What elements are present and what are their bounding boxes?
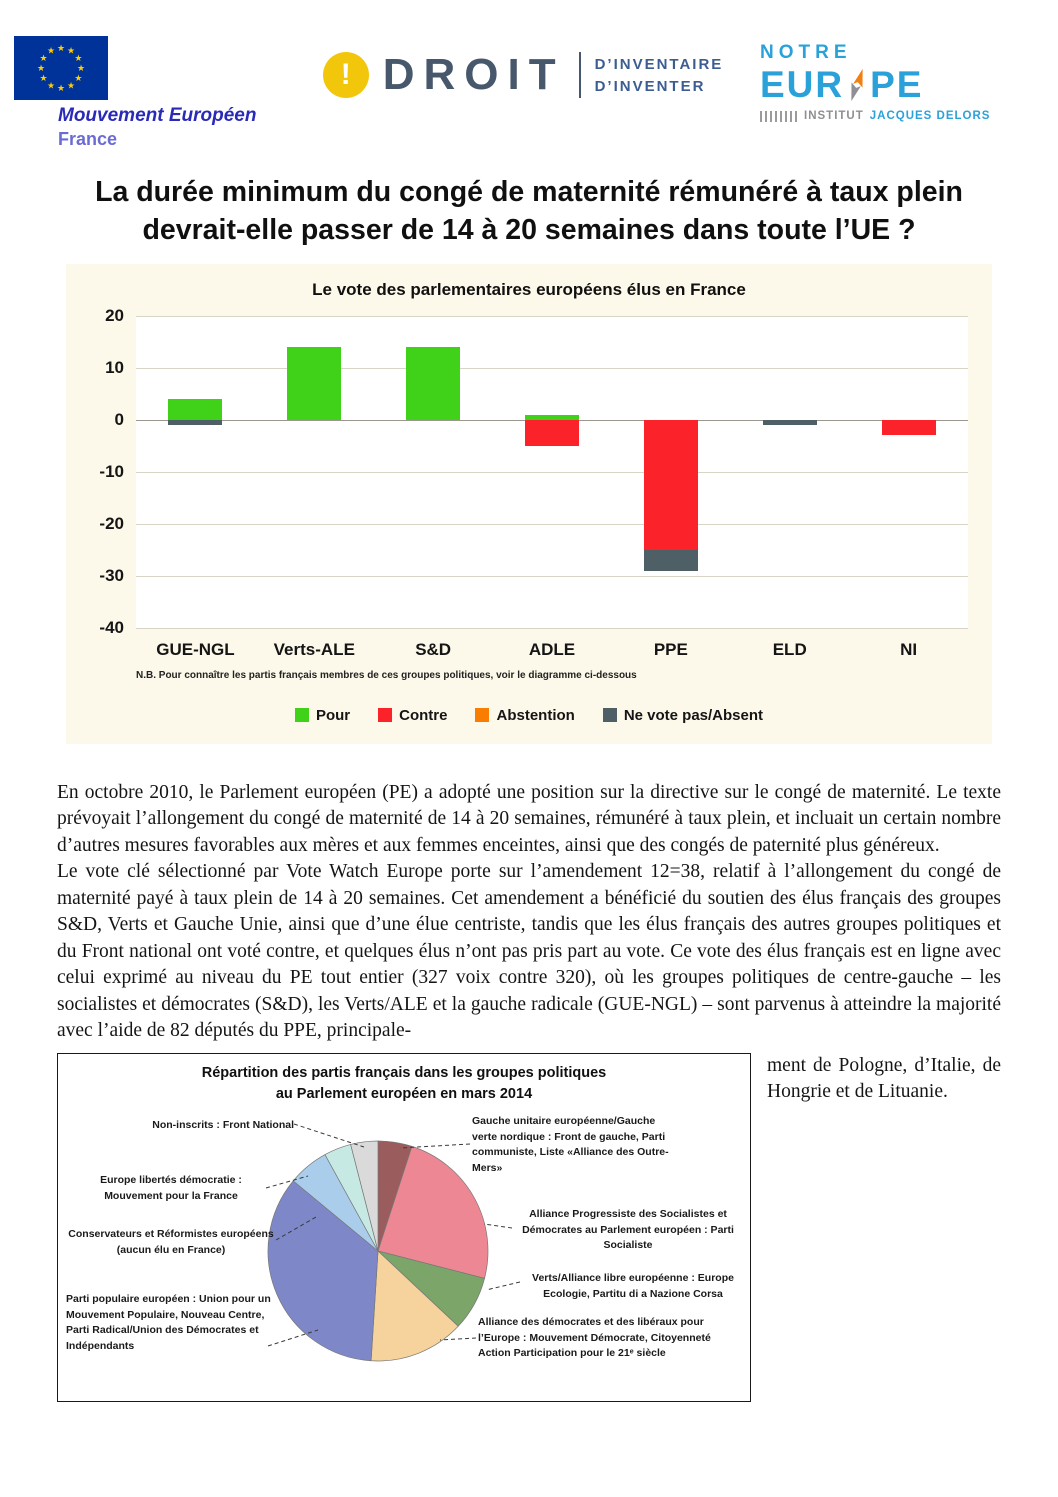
logo-droit-subtitle-line2: D’INVENTER (594, 77, 706, 95)
y-axis-tick: -10 (99, 461, 124, 481)
legend-swatch (603, 708, 617, 722)
bar-GUE-NGL-Pour (168, 399, 222, 420)
compass-icon (841, 64, 874, 105)
legend-swatch (295, 708, 309, 722)
bar-plot-area (136, 316, 968, 628)
y-axis-tick: -30 (99, 565, 124, 585)
x-axis-label-ADLE: ADLE (528, 639, 576, 659)
legend-label: Contre (399, 706, 448, 724)
pie-label-conservateurs-reformistes: Conservateurs et Réformistes européens (aucun élu en France) (68, 1227, 274, 1256)
gridline (136, 524, 968, 525)
pie-label-parti-populaire-europeen: Parti populaire européen : Union pour un Mouvement Populaire, Nouveau Centre, Parti Radical/Union des Démocrates et Indépendants (66, 1292, 271, 1353)
y-axis-tick: 20 (105, 305, 124, 325)
gridline (136, 368, 968, 369)
pie-label-alliance-democrates-liberaux: Alliance des démocrates et des libéraux pour l’Europe : Mouvement Démocrate, Citoyenneté Action Participation pour le 21ᵉ siècle (478, 1315, 711, 1360)
logo-mouvement-europeen-name: Mouvement Européen (58, 105, 257, 126)
y-axis-tick: 0 (114, 409, 124, 429)
svg-text:★: ★ (46, 80, 56, 91)
pie-section (57, 1053, 1001, 1402)
svg-text:★: ★ (46, 45, 56, 56)
svg-text:★: ★ (36, 63, 46, 73)
pie-chart (57, 1053, 751, 1402)
svg-text:★: ★ (56, 83, 66, 93)
legend-swatch (378, 708, 392, 722)
pie-label-non-inscrits: Non-inscrits : Front National (152, 1118, 294, 1131)
legend-item-Abstention (475, 707, 574, 724)
x-axis-label-Verts-ALE: Verts-ALE (273, 639, 355, 659)
legend-item-Pour (295, 707, 350, 724)
svg-text:★: ★ (66, 80, 76, 91)
header (0, 0, 1058, 150)
svg-text:★: ★ (74, 53, 83, 63)
svg-text:★: ★ (39, 73, 48, 83)
bar-ADLE-Contre (525, 420, 579, 446)
paragraph-2: Le vote clé sélectionné par Vote Watch Europe porte sur l’amendement 12=38, relatif à l’allongement du congé de maternité payé à taux plein de 14 à 20 semaines. Cet amendement a bénéficié du soutien des élus français des groupes S&D, Verts et Gauche Unie, ainsi que d’une élue centriste, tandis que les élus français des autres groupes politiques et du Front national ont voté contre, et quelques élus n’ont pas pris part au vote. Ce vote des élus français est en ligne avec celui exprimé au niveau du PE tout entier (327 voix contre 320), où les groupes politiques de centre-gauche – les socialistes et démocrates (S&D), les Verts/ALE et la gauche radicale (GUE-NGL) – sont parvenus à atteindre la majorité avec l’aide de 82 députés du PPE, principale- (57, 861, 1001, 1042)
y-axis-tick: -40 (99, 617, 124, 637)
y-axis-tick: -20 (99, 513, 124, 533)
legend-label: Abstention (496, 706, 575, 724)
logo-notre-word: NOTRE (760, 42, 852, 63)
paragraph-1: En octobre 2010, le Parlement européen (PE) a adopté une position sur la directive sur le congé de maternité. Le texte prévoyait l’allongement du congé de maternité de 14 à 20 semaines, rémunéré à taux plein, et incluait un certain nombre d’autres mesures favorables aux mères et aux femmes enceintes, ainsi que des congés de paternité plus généreux. (57, 781, 1001, 856)
exclamation-glyph: ! (340, 58, 351, 91)
bar-chart-area (90, 305, 968, 637)
logo-droit-inventaire (323, 52, 724, 98)
pie-label-gauche-unitaire: Gauche unitaire européenne/Gauche verte nordique : Front de gauche, Parti communiste, Liste «Alliance des Outre-Mers» (472, 1114, 669, 1175)
chart-legend (90, 707, 968, 724)
pie-chart-title (58, 1063, 750, 1105)
logo-notre-europe (760, 42, 1020, 122)
legend-item-Ne-vote-pas-Absent (603, 707, 763, 724)
bar-PPE-Ne-vote-pas-Absent (644, 550, 698, 571)
pie-label-verts-ale: Verts/Alliance libre européenne : Europe Ecologie, Partitu di a Nazione Corsa (532, 1271, 734, 1300)
svg-text:★: ★ (66, 45, 76, 56)
logo-jacques-delors-label: JACQUES DELORS (869, 110, 991, 122)
barcode-icon (760, 111, 798, 122)
pie-label-alliance-progressiste: Alliance Progressiste des Socialistes et Démocrates au Parlement européen : Parti Socialiste (522, 1207, 734, 1252)
bar-Verts-ALE-Pour (287, 347, 341, 420)
bar-NI-Contre (882, 420, 936, 436)
bar-S-D-Pour (406, 347, 460, 420)
legend-label: Ne vote pas/Absent (623, 706, 764, 724)
logo-institut-line (760, 110, 1020, 122)
svg-text:★: ★ (76, 63, 86, 73)
logo-europe-word-post: PE (870, 64, 924, 105)
legend-label: Pour (315, 706, 351, 724)
logo-droit-subtitle-line1: D’INVENTAIRE (594, 55, 724, 73)
bar-PPE-Contre (644, 420, 698, 550)
bar-GUE-NGL-Ne-vote-pas-Absent (168, 420, 222, 425)
y-axis (90, 305, 136, 637)
y-axis-tick: 10 (105, 357, 124, 377)
pie-chart-title-line2: au Parlement européen en mars 2014 (275, 1085, 533, 1102)
logo-europe-word (760, 66, 1020, 103)
paragraph-2-continuation: ment de Pologne, d’Italie, de Hongrie et de Lituanie. (767, 1054, 1001, 1103)
gridline (136, 576, 968, 577)
svg-text:★: ★ (56, 43, 66, 53)
page-title (40, 174, 1018, 250)
x-axis-label-S-D: S&D (415, 639, 452, 659)
pie-label-europe-libertes-democratie: Europe libertés démocratie : Mouvement pour la France (100, 1173, 242, 1202)
pie-chart-title-line1: Répartition des partis français dans les groupes politiques (201, 1064, 607, 1081)
bar-ELD-Ne-vote-pas-Absent (763, 420, 817, 425)
gridline (136, 628, 968, 629)
gridline (136, 472, 968, 473)
page-title-line2: devrait-elle passer de 14 à 20 semaines dans toute l’UE ? (142, 213, 916, 246)
divider (579, 52, 581, 98)
svg-text:★: ★ (39, 53, 48, 63)
exclamation-icon (323, 52, 369, 98)
legend-swatch (475, 708, 489, 722)
eu-flag-icon (14, 36, 108, 100)
page-title-line1: La durée minimum du congé de maternité rémunéré à taux plein (95, 176, 963, 208)
svg-text:★: ★ (74, 73, 83, 83)
legend-item-Contre (378, 707, 447, 724)
article-body (57, 780, 1001, 1402)
logo-europe-word-pre: EUR (760, 64, 845, 105)
chart-note: N.B. Pour connaître les partis français membres de ces groupes politiques, voir le diagramme ci-dessous (136, 669, 637, 681)
logo-mouvement-europeen (14, 36, 286, 150)
gridline (136, 316, 968, 317)
logo-droit-word: DROIT (382, 50, 565, 99)
x-axis-label-PPE: PPE (653, 639, 688, 659)
logo-institut-label: INSTITUT (804, 110, 864, 122)
bar-chart (66, 264, 992, 744)
logo-mouvement-europeen-country: France (58, 129, 118, 149)
x-axis-label-GUE-NGL: GUE-NGL (156, 639, 235, 659)
bar-chart-title: Le vote des parlementaires européens élus en France (312, 279, 746, 299)
x-axis-label-ELD: ELD (772, 639, 807, 659)
logo-droit-subtitle (595, 56, 724, 95)
x-axis-label-NI: NI (900, 639, 918, 659)
x-axis (136, 628, 968, 660)
